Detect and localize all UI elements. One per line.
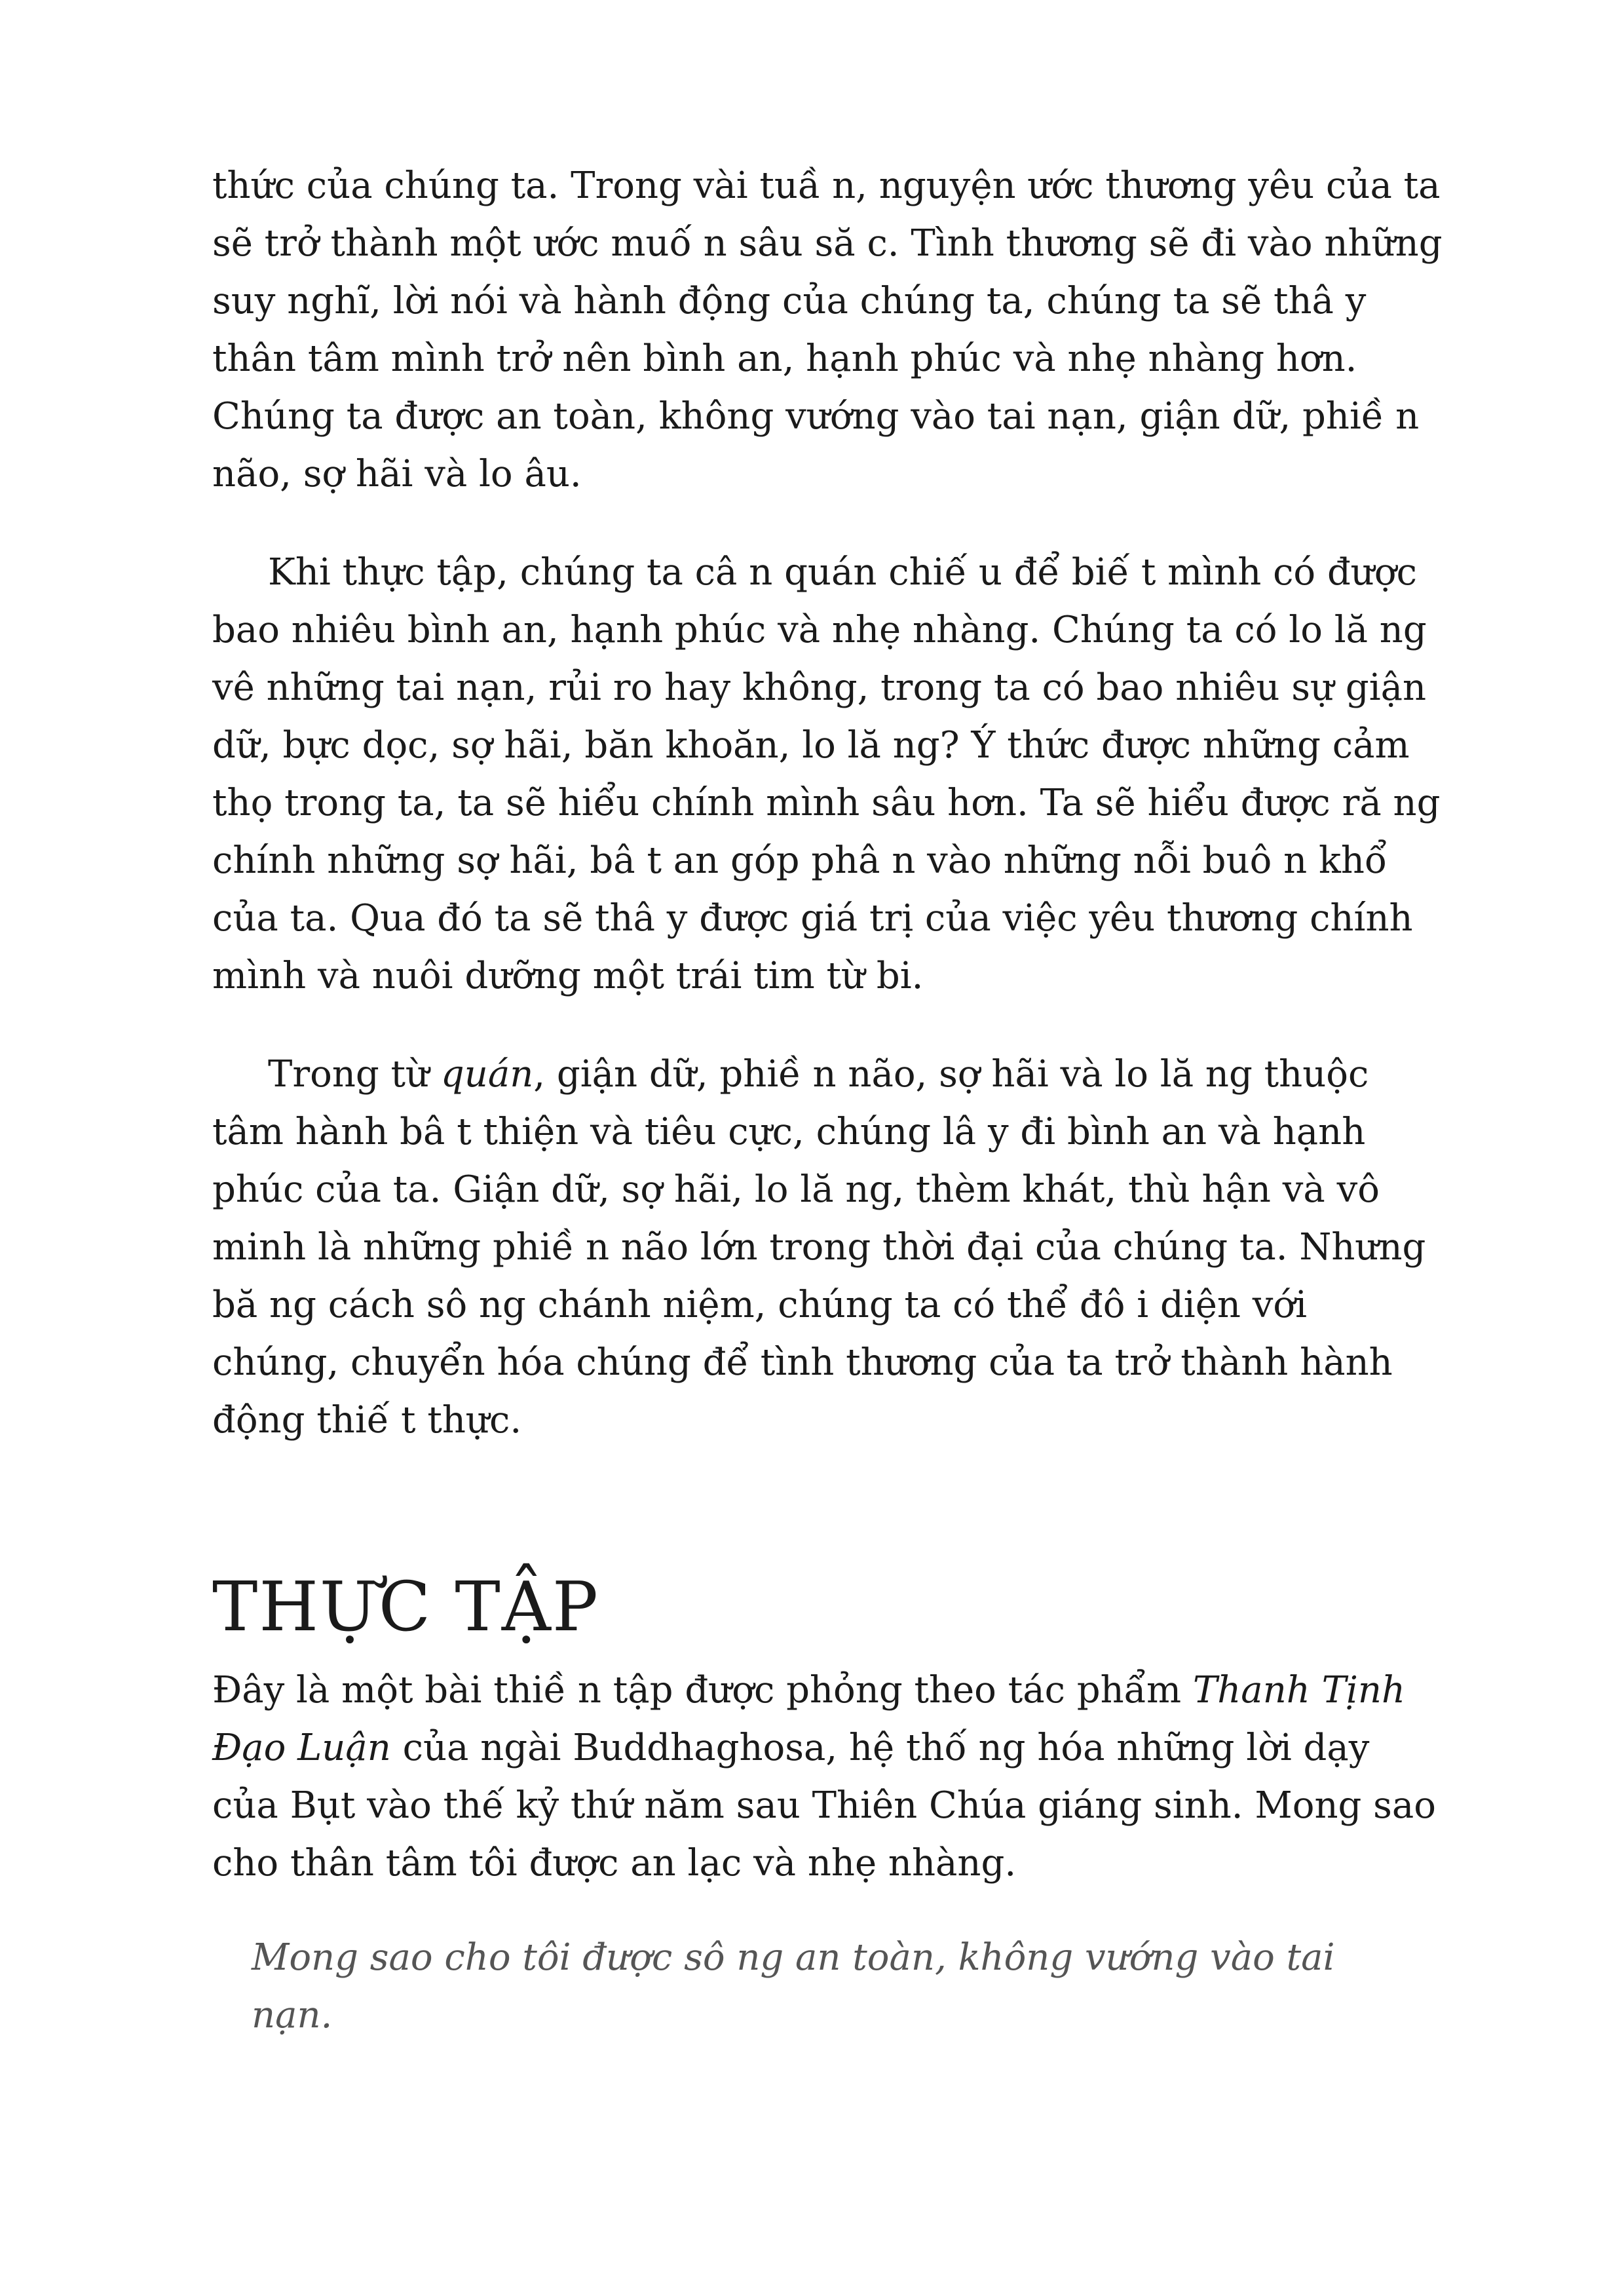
intro-paragraph <box>212 1662 1444 1892</box>
page-content <box>212 157 1444 2044</box>
intro-text-rest: của ngài Buddhaghosa, hệ thố ng hóa những lời dạy của Bụt vào thế kỷ thứ năm sau Thiên Chúa giáng sinh. Mong sao cho thân tâm tôi được an lạc và nhẹ nhàng. <box>212 1727 1437 1885</box>
paragraph-3-italic-term: quán <box>440 1053 534 1096</box>
section-heading: THỰC TẬP <box>212 1567 599 1647</box>
paragraph-3-start: Trong từ <box>268 1053 441 1096</box>
paragraph-2: Khi thực tập, chúng ta câ n quán chiế u để biế t mình có được bao nhiêu bình an, hạnh phúc và nhẹ nhàng. Chúng ta có lo lă ng vê những tai nạn, rủi ro hay không, trong ta có bao nhiêu sự giận dữ, bực dọc, sợ hãi, băn khoăn, lo lă ng? Ý thức được những cảm thọ trong ta, ta sẽ hiểu chính mình sâu hơn. Ta sẽ hiểu được ră ng chính những sợ hãi, bâ t an góp phâ n vào những nỗi buô n khổ của ta. Qua đó ta sẽ thâ y được giá trị của việc yêu thương chính mình và nuôi dưỡng một trái tim từ bi. <box>212 551 1441 997</box>
intro-book-title: Thanh Tịnh Đạo Luận <box>212 1669 1406 1769</box>
intro-text-start: Đây là một bài thiề n tập được phỏng theo tác phẩm <box>212 1669 1193 1712</box>
paragraph-3 <box>212 1046 1444 1449</box>
paragraph-3-rest: , giận dữ, phiề n não, sợ hãi và lo lă ng thuộc tâm hành bâ t thiện và tiêu cực, chúng lâ y đi bình an và hạnh phúc của ta. Giận dữ, sợ hãi, lo lă ng, thèm khát, thù hận và vô minh là những phiề n não lớn trong thời đại của chúng ta. Nhưng bă ng cách sô ng chánh niệm, chúng ta có thể đô i diện với chúng, chuyển hóa chúng để tình thương của ta trở thành hành động thiế t thực. <box>212 1053 1426 1442</box>
paragraph-1: thức của chúng ta. Trong vài tuầ n, nguyện ước thương yêu của ta sẽ trở thành một ước muố n sâu să c. Tình thương sẽ đi vào những suy nghĩ, lời nói và hành động của chúng ta, chúng ta sẽ thâ y thân tâm mình trở nên bình an, hạnh phúc và nhẹ nhàng hơn. Chúng ta được an toàn, không vướng vào tai nạn, giận dữ, phiề n não, sợ hãi và lo âu. <box>212 164 1443 495</box>
meditation-quote: Mong sao cho tôi được sô ng an toàn, không vướng vào tai nạn. <box>252 1936 1335 2037</box>
